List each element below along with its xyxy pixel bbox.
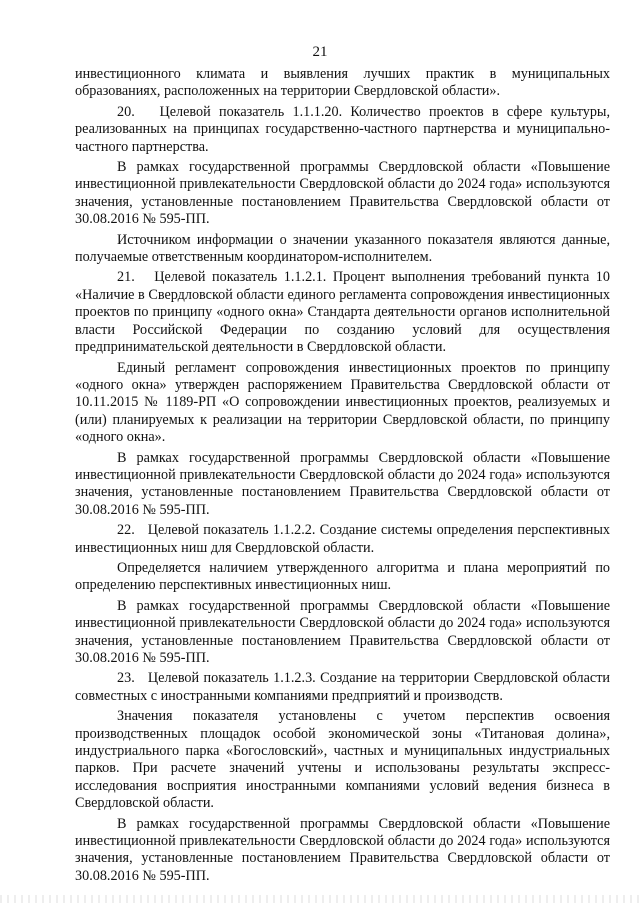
paragraph: В рамках государственной программы Свердловской области «Повышение инвестиционной привлекательности Свердловской области до 2024 года» используются значения, установленные постановлением Правительства Свердловской области от 30.08.2016 № 595-ПП. <box>75 597 610 666</box>
scan-artifact <box>0 895 640 903</box>
paragraph: инвестиционного климата и выявления лучших практик в муниципальных образованиях, расположенных на территории Свердловской области». <box>75 66 610 100</box>
paragraph: Источником информации о значении указанного показателя являются данные, получаемые ответственным координатором-исполнителем. <box>75 231 610 266</box>
page-number: 21 <box>312 44 328 60</box>
paragraph: В рамках государственной программы Свердловской области «Повышение инвестиционной привлекательности Свердловской области до 2024 года» используются значения, установленные постановлением Правительства Свердловской области от 30.08.2016 № 595-ПП. <box>75 159 610 228</box>
paragraph: 23. Целевой показатель 1.1.2.3. Создание на территории Свердловской области совместных с иностранными компаниями предприятий и производств. <box>75 670 610 704</box>
paragraph: В рамках государственной программы Свердловской области «Повышение инвестиционной привлекательности Свердловской области до 2024 года» используются значения, установленные постановлением Правительства Свердловской области от 30.08.2016 № 595-ПП. <box>75 815 610 884</box>
paragraph: 22. Целевой показатель 1.1.2.2. Создание системы определения перспективных инвестиционных ниш для Свердловской области. <box>75 522 610 556</box>
paragraph: Единый регламент сопровождения инвестиционных проектов по принципу «одного окна» утвержден распоряжением Правительства Свердловской области от 10.11.2015 № 1189-РП «О сопровождении инвестиционных проектов, реализуемых и (или) планируемых к реализации на территории Свердловской области, по принципу «одного окна». <box>75 359 610 446</box>
paragraph: В рамках государственной программы Свердловской области «Повышение инвестиционной привлекательности Свердловской области до 2024 года» используются значения, установленные постановлением Правительства Свердловской области от 30.08.2016 № 595-ПП. <box>75 449 610 518</box>
paragraph: 20. Целевой показатель 1.1.1.20. Количество проектов в сфере культуры, реализованных на принципах государственно-частного партнерства и муниципально-частного партнерства. <box>75 103 610 155</box>
paragraph: 21. Целевой показатель 1.1.2.1. Процент выполнения требований пункта 10 «Наличие в Свердловской области единого регламента сопровождения инвестиционных проектов по принципу «одного окна» Стандарта деятельности органов исполнительной власти Российской Федерации по созданию условий для осуществления предпринимательской деятельности в Свердловской области. <box>75 269 610 356</box>
paragraph: Значения показателя установлены с учетом перспектив освоения производственных площадок особой экономической зоны «Титановая долина», индустриального парка «Богословский», частных и муниципальных индустриальных парков. При расчете значений учтены и использованы результаты экспресс-исследования восприятия иностранными компаниями условий ведения бизнеса в Свердловской области. <box>75 708 610 812</box>
paragraph: Определяется наличием утвержденного алгоритма и плана мероприятий по определению перспективных инвестиционных ниш. <box>75 559 610 594</box>
document-body <box>75 66 610 888</box>
